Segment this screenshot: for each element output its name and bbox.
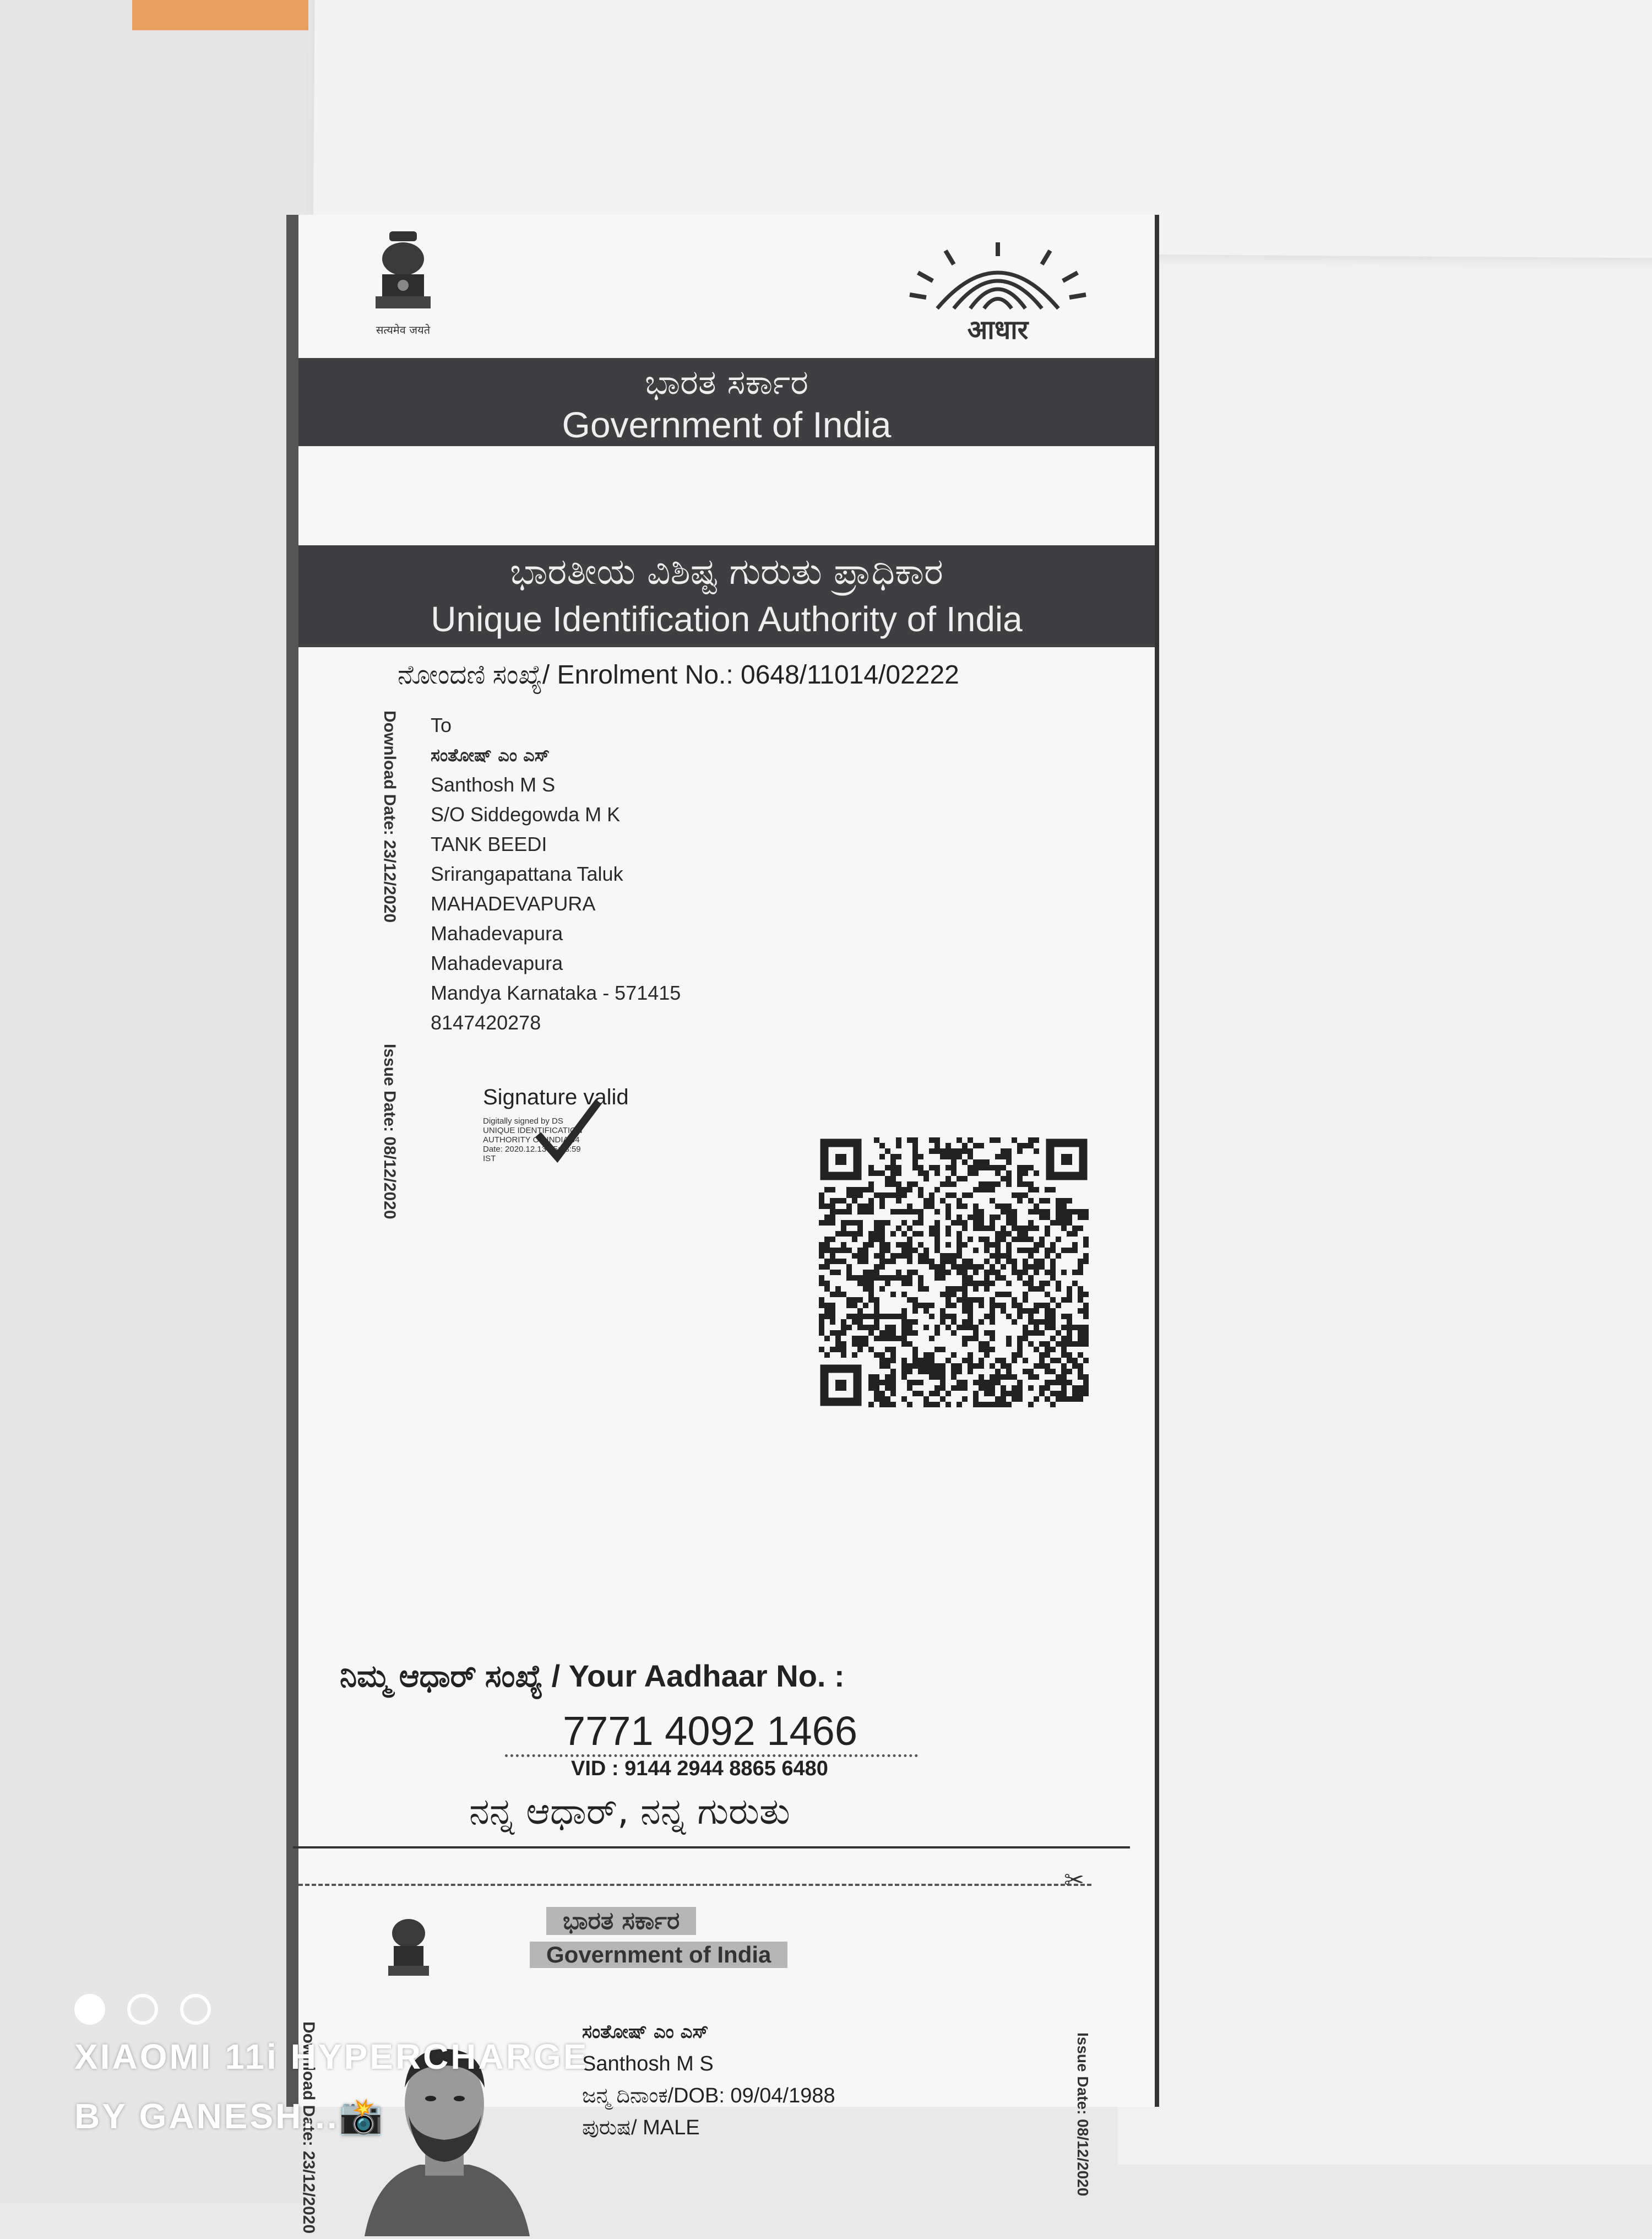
signature-detail-line: IST	[483, 1154, 496, 1163]
address-line: TANK BEEDI	[431, 833, 547, 855]
address-line: Santhosh M S	[431, 773, 556, 796]
aadhaar-logo-text: आधार	[967, 315, 1029, 345]
checkmark-icon	[532, 1096, 604, 1168]
background-paper-right	[1118, 237, 1652, 2165]
card-gender: ಪುರುಷ/ MALE	[582, 2116, 700, 2139]
dot-icon	[127, 1994, 158, 2025]
download-date-vertical: Download Date: 23/12/2020	[381, 711, 399, 923]
uidai-band	[298, 545, 1155, 647]
section-separator	[293, 1846, 1130, 1848]
card-details	[582, 2016, 835, 2144]
background-paper-left	[0, 0, 308, 2203]
emblem-caption: सत्यमेव जयते	[376, 323, 431, 337]
address-line: Mahadevapura	[431, 952, 563, 974]
card-name-kannada: ಸಂತೋಷ್ ಎಂ ಎಸ್	[582, 2021, 709, 2043]
signature-detail-line: Digitally signed by DS	[483, 1116, 563, 1126]
dot-icon	[74, 1994, 105, 2025]
address-line: ಸಂತೋಷ್ ಎಂ ಎಸ್	[431, 745, 550, 766]
watermark-dots	[74, 1983, 589, 2027]
qr-code-icon	[819, 1137, 1089, 1407]
scissors-icon: ✂	[1064, 1867, 1084, 1894]
signature-detail-line: Date: 2020.12.13 15:38:59	[483, 1145, 581, 1154]
issue-date-vertical: Issue Date: 08/12/2020	[381, 1044, 399, 1219]
aadhaar-logo-icon	[893, 242, 1102, 347]
orange-surface-corner	[132, 0, 308, 30]
watermark-line1: XIAOMI 11i HYPERCHARGE	[74, 2037, 589, 2077]
uidai-kannada: ಭಾರತೀಯ ವಿಶಿಷ್ಟ ಗುರುತು ಪ್ರಾಧಿಕಾರ	[510, 550, 943, 593]
signature-block	[483, 1085, 629, 1163]
card-issue-date-vertical: Issue Date: 08/12/2020	[1074, 2032, 1091, 2197]
card-download-date-vertical: Download Date: 23/12/2020	[300, 2021, 318, 2234]
card-name-english: Santhosh M S	[582, 2052, 714, 2075]
card-government-kannada: ಭಾರತ ಸರ್ಕಾರ	[546, 1907, 696, 1935]
camera-watermark	[74, 1983, 589, 2146]
address-line: Srirangapattana Taluk	[431, 863, 623, 885]
uidai-english: Unique Identification Authority of India	[431, 599, 1023, 639]
vid-number: VID : 9144 2944 8865 6480	[571, 1757, 828, 1780]
signature-detail-line: AUTHORITY OF INDIA 04	[483, 1135, 580, 1145]
address-line: MAHADEVAPURA	[431, 892, 596, 915]
government-english: Government of India	[562, 404, 892, 445]
small-emblem-icon	[378, 1909, 439, 1988]
address-line: Mandya Karnataka - 571415	[431, 982, 681, 1004]
watermark-line2: BY GANESH...📸	[74, 2096, 385, 2136]
aadhaar-slogan: ನನ್ನ ಆಧಾರ್, ನನ್ನ ಗುರುತು	[469, 1790, 790, 1833]
aadhaar-letter	[286, 215, 1159, 2234]
address-block	[431, 711, 681, 1038]
address-line: Mahadevapura	[431, 922, 563, 945]
signature-title: Signature valid	[483, 1085, 629, 1109]
address-line: S/O Siddegowda M K	[431, 803, 621, 826]
national-emblem-icon	[359, 226, 447, 341]
aadhaar-number: 7771 4092 1466	[563, 1708, 857, 1754]
address-line: 8147420278	[431, 1011, 541, 1034]
card-dob: ಜನ್ಮ ದಿನಾಂಕ/DOB: 09/04/1988	[582, 2084, 835, 2107]
government-band	[298, 358, 1155, 446]
government-kannada: ಭಾರತ ಸರ್ಕಾರ	[644, 362, 809, 402]
dot-icon	[180, 1994, 211, 2025]
enrolment-number: ನೋಂದಣಿ ಸಂಖ್ಯೆ/ Enrolment No.: 0648/11014/02222	[398, 660, 959, 690]
signature-detail-line: UNIQUE IDENTIFICATION	[483, 1126, 583, 1135]
card-government-english: Government of India	[530, 1942, 787, 1968]
cut-line	[298, 1884, 1091, 1886]
address-line: To	[431, 714, 452, 736]
aadhaar-label: ನಿಮ್ಮ ಆಧಾರ್ ಸಂಖ್ಯೆ / Your Aadhaar No. :	[340, 1658, 845, 1693]
